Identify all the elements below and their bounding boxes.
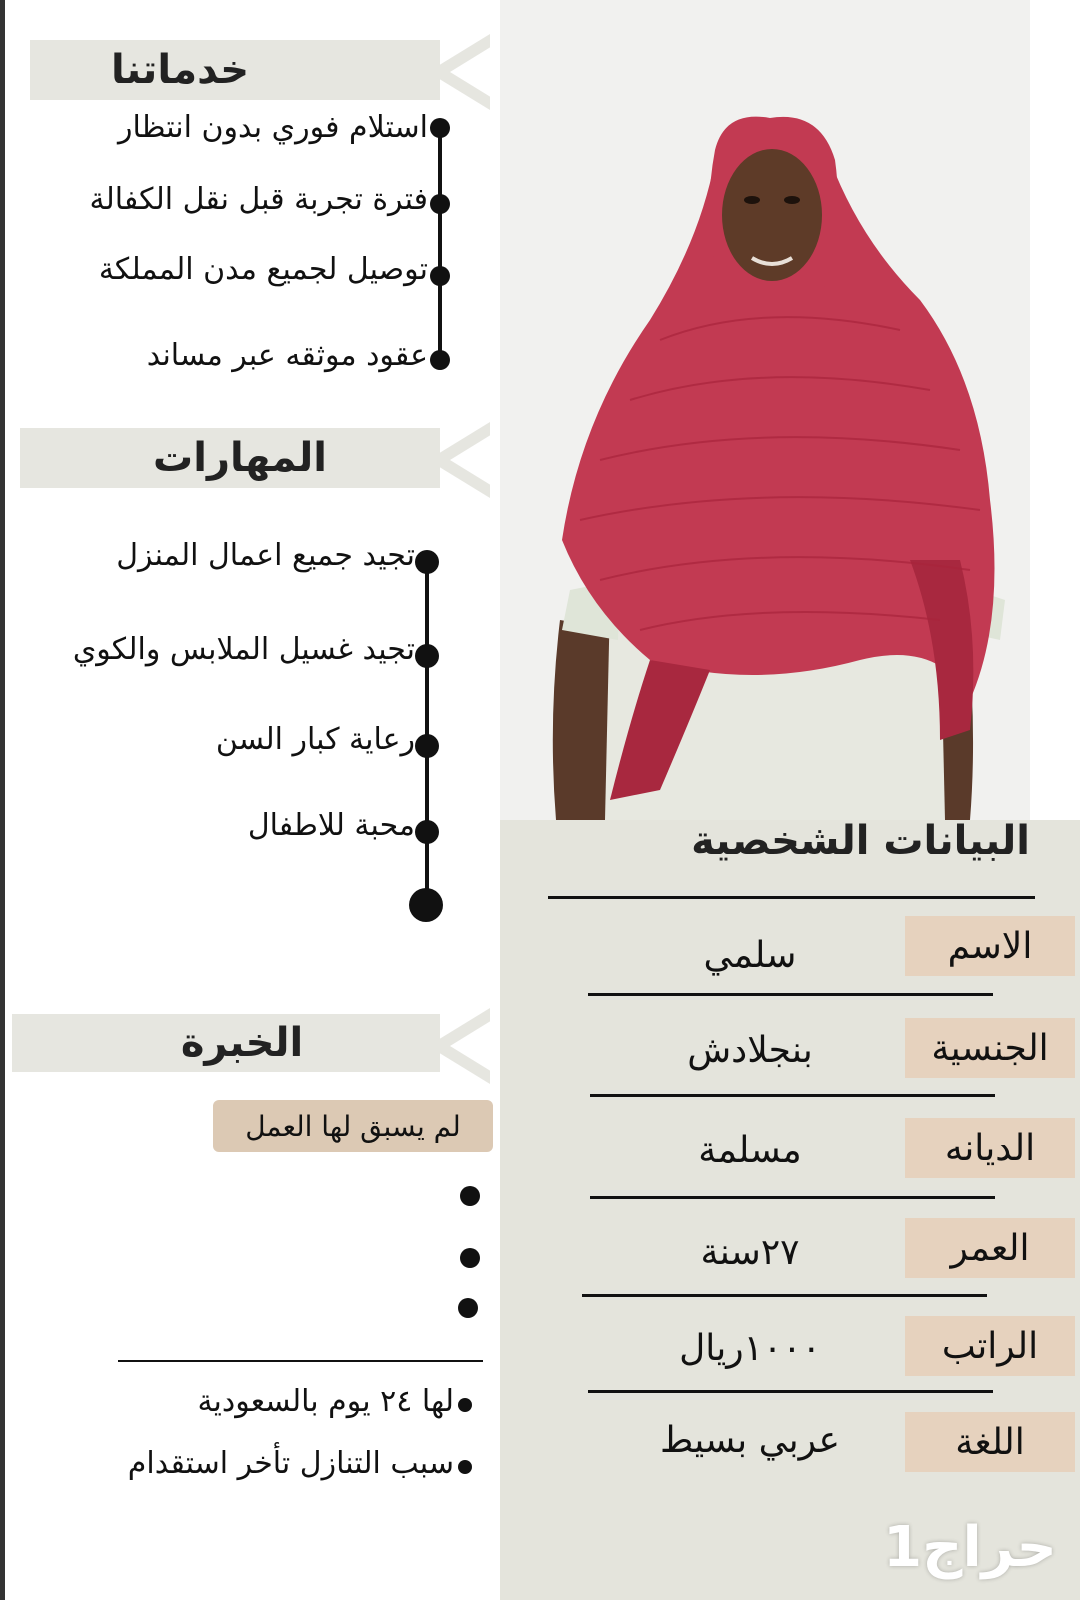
services-item: توصيل لجميع مدن المملكة bbox=[98, 252, 428, 287]
skills-dot bbox=[415, 820, 439, 844]
field-divider bbox=[588, 1390, 993, 1393]
experience-divider bbox=[118, 1360, 483, 1362]
personal-title: البيانات الشخصية bbox=[691, 818, 1030, 864]
experience-badge: لم يسبق لها العمل bbox=[213, 1100, 493, 1152]
experience-title: الخبرة bbox=[180, 1020, 304, 1066]
experience-note: لها ٢٤ يوم بالسعودية bbox=[197, 1384, 454, 1419]
field-value-name: سلمي bbox=[703, 934, 797, 976]
left-border bbox=[0, 0, 5, 1600]
field-value-age: ٢٧سنة bbox=[700, 1231, 800, 1273]
services-dot bbox=[430, 194, 450, 214]
skills-timeline bbox=[425, 560, 429, 905]
skills-item: تجيد غسيل الملابس والكوي bbox=[72, 632, 415, 667]
skills-banner bbox=[20, 428, 490, 488]
skills-dot bbox=[415, 550, 439, 574]
field-divider bbox=[588, 993, 993, 996]
field-value-nationality: بنجلادش bbox=[687, 1029, 813, 1071]
experience-dot bbox=[460, 1186, 480, 1206]
experience-banner bbox=[12, 1014, 490, 1072]
field-label-language: اللغة bbox=[905, 1412, 1075, 1472]
services-title: خدماتنا bbox=[110, 47, 250, 93]
field-divider bbox=[590, 1196, 995, 1199]
field-label-age: العمر bbox=[905, 1218, 1075, 1278]
field-label-name: الاسم bbox=[905, 916, 1075, 976]
experience-dot bbox=[460, 1248, 480, 1268]
services-timeline bbox=[438, 128, 442, 360]
services-dot bbox=[430, 266, 450, 286]
skills-dot-end bbox=[409, 888, 443, 922]
experience-dot bbox=[458, 1298, 478, 1318]
services-item: عقود موثقه عبر مساند bbox=[146, 338, 428, 373]
worker-photo bbox=[500, 0, 1030, 820]
field-label-religion: الديانه bbox=[905, 1118, 1075, 1178]
skills-dot bbox=[415, 644, 439, 668]
services-banner bbox=[30, 40, 490, 100]
field-label-salary: الراتب bbox=[905, 1316, 1075, 1376]
services-item: استلام فوري بدون انتظار bbox=[117, 110, 428, 145]
services-dot bbox=[430, 118, 450, 138]
experience-note: سبب التنازل تأخر استقدام bbox=[127, 1446, 454, 1481]
services-item: فترة تجربة قبل نقل الكفالة bbox=[89, 182, 428, 217]
skills-title: المهارات bbox=[153, 435, 327, 481]
field-label-nationality: الجنسية bbox=[905, 1018, 1075, 1078]
skills-dot bbox=[415, 734, 439, 758]
note-dot bbox=[458, 1398, 472, 1412]
watermark-logo: حراج1 bbox=[883, 1515, 1057, 1580]
skills-item: رعاية كبار السن bbox=[215, 722, 415, 757]
field-value-language: عربي بسيط bbox=[660, 1419, 840, 1461]
field-divider bbox=[582, 1294, 987, 1297]
field-divider bbox=[590, 1094, 995, 1097]
skills-item: محبة للاطفال bbox=[247, 808, 415, 843]
personal-title-rule bbox=[548, 896, 1035, 899]
services-dot bbox=[430, 350, 450, 370]
field-value-religion: مسلمة bbox=[698, 1129, 802, 1171]
field-value-salary: ١٠٠٠ريال bbox=[679, 1327, 821, 1369]
note-dot bbox=[458, 1460, 472, 1474]
skills-item: تجيد جميع اعمال المنزل bbox=[116, 538, 415, 573]
